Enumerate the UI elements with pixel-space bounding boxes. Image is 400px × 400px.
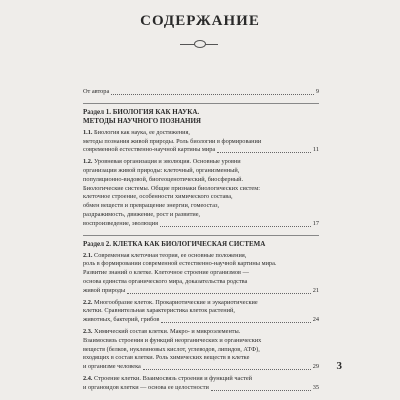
dot-leader	[217, 152, 311, 153]
toc-item[interactable]	[83, 375, 319, 393]
toc-page-number: 17	[312, 219, 319, 227]
item-text-line: Биологические системы. Общие признаки биологических систем:	[83, 184, 260, 192]
item-number: 2.2.	[83, 298, 93, 306]
toc-page-number: 29	[312, 363, 319, 371]
toc-page-number: 21	[312, 286, 319, 294]
dot-leader	[111, 94, 314, 95]
dot-leader	[143, 369, 311, 370]
toc-item[interactable]	[83, 158, 319, 228]
item-text-line: роль в формировании современной естественно-научной картины мира.	[83, 260, 277, 268]
section-heading-line: МЕТОДЫ НАУЧНОГО ПОЗНАНИЯ	[83, 116, 201, 125]
page-number: 3	[336, 360, 342, 372]
item-number: 2.3.	[83, 327, 93, 335]
section-divider	[83, 235, 319, 236]
item-text-line: раздражимость, движение, рост и развитие,	[83, 210, 201, 218]
item-text-line: входящих в состав клетки. Роль химических веществ в клетке	[83, 354, 250, 362]
item-text-line: Современная клеточная теория, ее основные положения,	[94, 251, 247, 259]
toc-item[interactable]	[83, 299, 319, 325]
toc-page-number: 24	[312, 316, 319, 324]
item-text-line: веществ (белков, нуклеиновых кислот, углеводов, липидов, АТФ),	[83, 345, 260, 353]
section-heading	[83, 108, 319, 126]
toc-item[interactable]	[83, 129, 319, 155]
dot-leader	[161, 322, 310, 323]
item-text-line: и организме человека	[83, 363, 141, 371]
item-text-line: и органоидов клетки — основа ее целостности	[83, 383, 209, 391]
item-text-line: организации живой природы: клеточный, организменный,	[83, 166, 240, 174]
table-of-contents	[83, 88, 319, 393]
item-text-line: современной естественно-научной картины мира	[83, 146, 216, 154]
item-number: 1.2.	[83, 158, 93, 166]
toc-item[interactable]	[83, 328, 319, 372]
section-heading	[83, 240, 319, 249]
item-text-line: основа единства органического мира, доказательства родства	[83, 277, 248, 285]
toc-page-number: 35	[312, 383, 319, 391]
section-heading-line: Раздел 1. БИОЛОГИЯ КАК НАУКА.	[83, 107, 200, 116]
section-divider	[83, 103, 319, 104]
item-text-line: Развитие знаний о клетке. Клеточное строение организмов —	[83, 269, 249, 277]
item-text-line: методы познания живой природы. Роль биологии в формировании	[83, 137, 262, 145]
item-text-line: Взаимосвязь строения и функций неорганических и органических	[83, 336, 262, 344]
page-title: СОДЕРЖАНИЕ	[140, 13, 260, 29]
toc-page-number: 9	[315, 88, 319, 95]
item-text-line: воспроизведение, эволюция	[83, 219, 159, 227]
item-text-line: животных, бактерий, грибов	[83, 316, 160, 324]
dot-leader	[127, 293, 311, 294]
item-text-line: Многообразие клеток. Прокариотические и эукариотические	[94, 298, 258, 306]
item-text-line: Уровневая организация и эволюция. Основные уровни	[94, 158, 241, 166]
toc-page-number: 11	[312, 146, 319, 154]
section-heading-line: Раздел 2. КЛЕТКА КАК БИОЛОГИЧЕСКАЯ СИСТЕМА	[83, 239, 266, 248]
item-text-line: популяционно-видовой, биогеоценотический, биосферный.	[83, 175, 244, 183]
item-text-line: Химический состав клетки. Макро- и микроэлементы.	[94, 327, 241, 335]
item-text-line: обмен веществ и превращение энергии, гомеостаз,	[83, 202, 220, 210]
item-text-line: Строение клетки. Взаимосвязь строения и функций частей	[94, 374, 253, 382]
toc-entry-label: От автора	[83, 88, 110, 95]
item-text-line: Биология как наука, ее достижения,	[94, 128, 190, 136]
item-number: 2.1.	[83, 251, 93, 259]
item-text-line: клетки. Сравнительная характеристика клеток растений,	[83, 307, 235, 315]
item-text-line: живой природы	[83, 286, 126, 294]
dot-leader	[160, 226, 311, 227]
toc-entry-from-author[interactable]	[83, 88, 319, 97]
toc-item[interactable]	[83, 252, 319, 296]
item-number: 2.4.	[83, 374, 93, 382]
dot-leader	[211, 390, 311, 391]
title-ornament	[180, 38, 218, 45]
item-text-line: клеточное строение, особенности химического состава,	[83, 193, 233, 201]
item-number: 1.1.	[83, 128, 93, 136]
